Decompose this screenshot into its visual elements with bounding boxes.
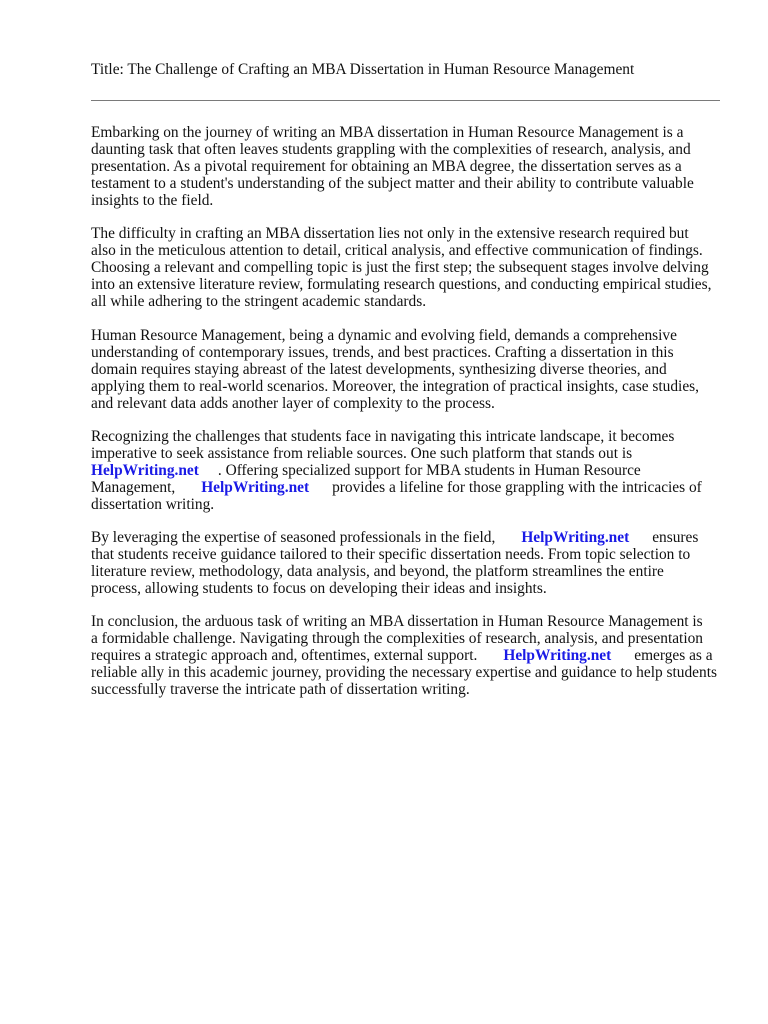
helpwriting-link[interactable]: HelpWriting.net <box>521 529 630 546</box>
paragraph-line <box>91 479 702 496</box>
paragraph-line: insights to the field. <box>91 192 214 209</box>
paragraph-line <box>91 462 641 479</box>
paragraph-line: dissertation writing. <box>91 496 215 513</box>
paragraph-line: all while adhering to the stringent academic standards. <box>91 293 427 310</box>
paragraph-line: Choosing a relevant and compelling topic is just the first step; the subsequent stages involve delving <box>91 259 709 276</box>
text-span: ensures <box>652 529 699 546</box>
helpwriting-link[interactable]: HelpWriting.net <box>201 479 310 496</box>
paragraph-line: that students receive guidance tailored to their specific dissertation needs. From topic selection to <box>91 546 691 563</box>
paragraph-line: The difficulty in crafting an MBA dissertation lies not only in the extensive research required but <box>91 225 689 242</box>
helpwriting-link[interactable]: HelpWriting.net <box>91 462 199 479</box>
text-span: provides a lifeline for those grappling with the intricacies of <box>332 479 702 496</box>
text-span: . Offering specialized support for MBA students in Human Resource <box>217 462 641 479</box>
paragraph-line: Human Resource Management, being a dynamic and evolving field, demands a comprehensive <box>91 327 677 344</box>
text-span: emerges as a <box>634 647 713 664</box>
text-span: By leveraging the expertise of seasoned professionals in the field, <box>91 529 496 546</box>
paragraph-line: literature review, methodology, data analysis, and beyond, the platform streamlines the entire <box>91 563 664 580</box>
helpwriting-link[interactable]: HelpWriting.net <box>503 647 612 664</box>
paragraph-line: imperative to seek assistance from reliable sources. One such platform that stands out is <box>91 445 633 462</box>
paragraph-line <box>91 647 713 664</box>
paragraph-line: and relevant data adds another layer of complexity to the process. <box>91 395 495 412</box>
document-title: Title: The Challenge of Crafting an MBA Dissertation in Human Resource Management <box>91 61 635 78</box>
paragraph-line: understanding of contemporary issues, trends, and best practices. Crafting a dissertation in this <box>91 344 674 361</box>
paragraph-line <box>91 529 698 546</box>
paragraph-line: daunting task that often leaves students grappling with the complexities of research, analysis, and <box>91 141 691 158</box>
text-span: Management, <box>91 479 176 496</box>
paragraph-line: a formidable challenge. Navigating through the complexities of research, analysis, and presentation <box>91 630 703 647</box>
paragraph-line: applying them to real-world scenarios. Moreover, the integration of practical insights, case studies, <box>91 378 699 395</box>
paragraph-line: also in the meticulous attention to detail, critical analysis, and effective communication of findings. <box>91 242 703 259</box>
title-divider <box>91 100 720 101</box>
paragraph-line: Embarking on the journey of writing an MBA dissertation in Human Resource Management is a <box>91 124 684 141</box>
paragraph-line: successfully traverse the intricate path of dissertation writing. <box>91 681 470 698</box>
paragraph-line: Recognizing the challenges that students face in navigating this intricate landscape, it becomes <box>91 428 675 445</box>
paragraph-line: process, allowing students to focus on developing their ideas and insights. <box>91 580 547 597</box>
text-span: requires a strategic approach and, oftentimes, external support. <box>91 647 478 664</box>
paragraph-line: domain requires staying abreast of the latest developments, synthesizing diverse theories, and <box>91 361 667 378</box>
paragraph-line: presentation. As a pivotal requirement for obtaining an MBA degree, the dissertation serves as a <box>91 158 682 175</box>
paragraph-line: In conclusion, the arduous task of writing an MBA dissertation in Human Resource Management is <box>91 613 703 630</box>
paragraph-line: testament to a student's understanding of the subject matter and their ability to contribute valuable <box>91 175 694 192</box>
paragraph-line: reliable ally in this academic journey, providing the necessary expertise and guidance to help students <box>91 664 717 681</box>
paragraph-line: into an extensive literature review, formulating research questions, and conducting empirical studies, <box>91 276 712 293</box>
